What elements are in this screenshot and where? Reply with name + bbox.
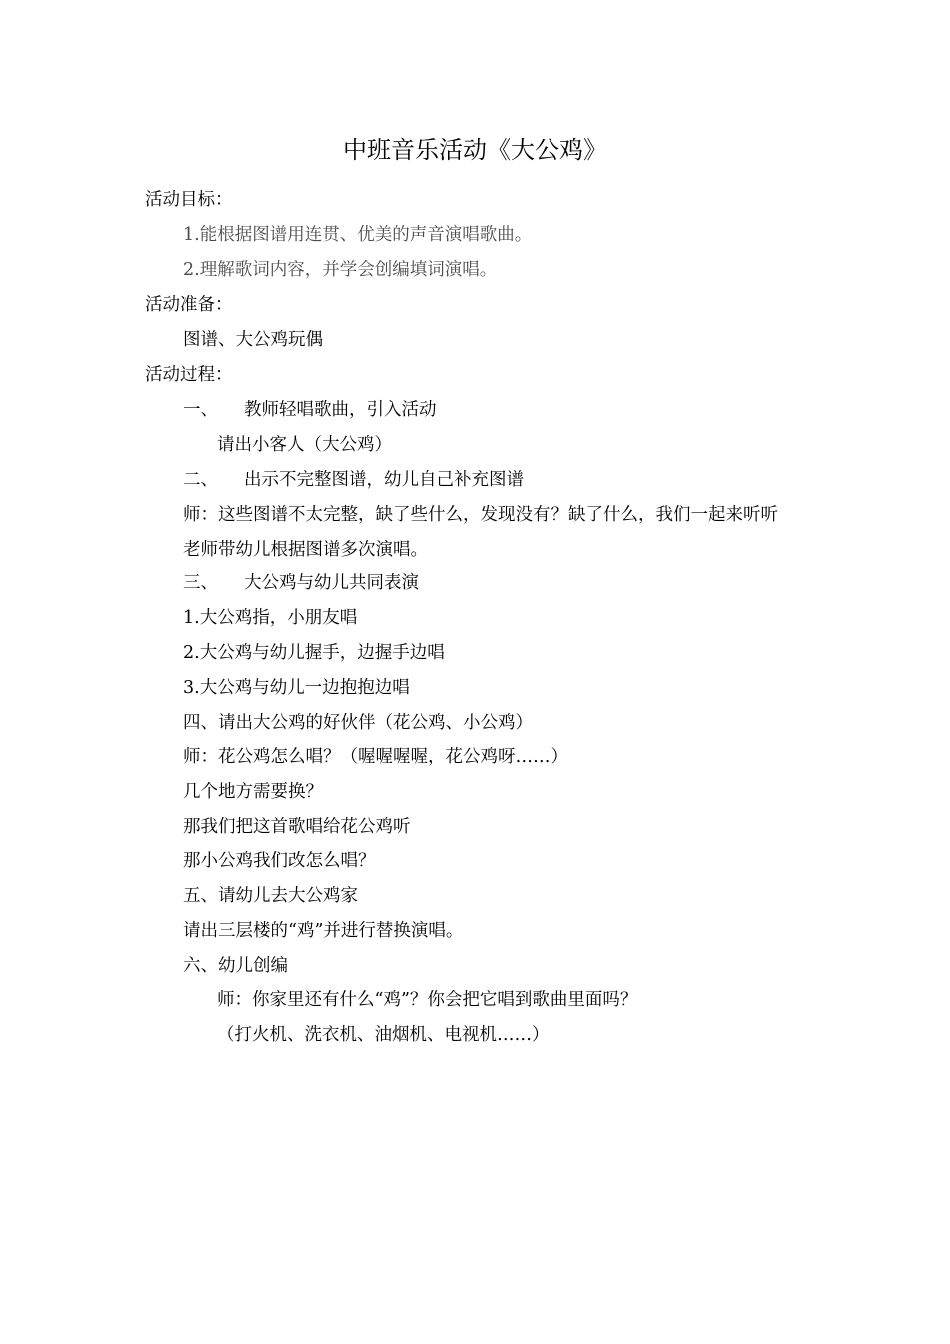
step-6-line-2: （打火机、洗衣机、油烟机、电视机……） <box>217 1025 550 1045</box>
step-4-line-4: 那小公鸡我们改怎么唱？ <box>183 851 376 871</box>
step-1-title: 教师轻唱歌曲，引入活动 <box>244 400 437 420</box>
step-4-line-2: 几个地方需要换？ <box>183 782 323 802</box>
step-2-line-1: 师：这些图谱不太完整，缺了些什么，发现没有？缺了什么，我们一起来听听 <box>183 505 778 525</box>
step-3-line-1: 1.大公鸡指，小朋友唱 <box>183 608 358 628</box>
preparation-heading: 活动准备： <box>145 295 233 315</box>
step-6-title: 六、幼儿创编 <box>183 956 288 976</box>
step-6-line-1: 师：你家里还有什么“鸡”？你会把它唱到歌曲里面吗？ <box>217 990 638 1010</box>
step-4-line-3: 那我们把这首歌唱给花公鸡听 <box>183 817 411 837</box>
step-4-line-1: 师：花公鸡怎么唱？（喔喔喔喔，花公鸡呀……） <box>183 747 568 767</box>
step-3-number: 三、 <box>183 573 218 593</box>
step-3-line-3: 3.大公鸡与幼儿一边抱抱边唱 <box>183 678 410 698</box>
step-2-line-2: 老师带幼儿根据图谱多次演唱。 <box>183 540 428 560</box>
step-5-title: 五、请幼儿去大公鸡家 <box>183 886 358 906</box>
goal-item-1: 1.能根据图谱用连贯、优美的声音演唱歌曲。 <box>183 225 533 245</box>
step-1-number: 一、 <box>183 400 218 420</box>
process-heading: 活动过程： <box>145 365 233 385</box>
preparation-text: 图谱、大公鸡玩偶 <box>183 330 323 350</box>
goals-heading: 活动目标： <box>145 190 233 210</box>
step-3-line-2: 2.大公鸡与幼儿握手，边握手边唱 <box>183 643 445 663</box>
document-title: 中班音乐活动《大公鸡》 <box>343 136 607 164</box>
step-4-title: 四、请出大公鸡的好伙伴（花公鸡、小公鸡） <box>183 713 533 733</box>
step-2-title: 出示不完整图谱，幼儿自己补充图谱 <box>244 470 524 490</box>
step-2-number: 二、 <box>183 470 218 490</box>
goal-item-2: 2.理解歌词内容，并学会创编填词演唱。 <box>183 260 498 280</box>
step-1-detail: 请出小客人（大公鸡） <box>217 435 392 455</box>
step-3-title: 大公鸡与幼儿共同表演 <box>244 573 419 593</box>
step-5-line-1: 请出三层楼的“鸡”并进行替换演唱。 <box>183 921 464 941</box>
